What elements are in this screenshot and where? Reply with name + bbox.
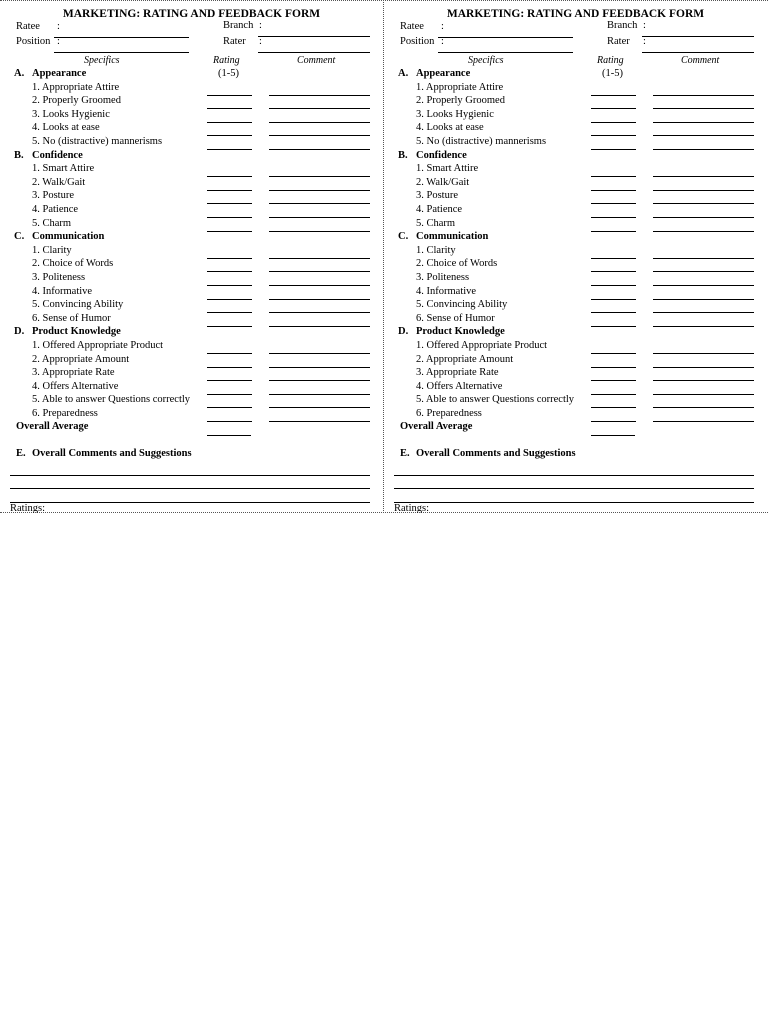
criterion-label: 4. Informative [32, 285, 93, 297]
rating-field[interactable] [207, 380, 252, 381]
criterion-label: 2. Walk/Gait [416, 176, 470, 188]
comment-field[interactable] [653, 367, 754, 368]
ratings-label: Ratings: [394, 503, 430, 513]
position-colon: : [57, 36, 60, 47]
rating-field[interactable] [591, 190, 636, 191]
comment-field[interactable] [653, 394, 754, 395]
criterion-label: 5. Convincing Ability [416, 299, 508, 311]
criterion-label: 4. Offers Alternative [32, 380, 119, 392]
criterion-label: 1. Smart Attire [32, 163, 95, 175]
rating-field[interactable] [591, 299, 636, 300]
criterion-label: 3. Politeness [32, 272, 86, 283]
criterion-label: 4. Informative [416, 285, 477, 297]
rating-field[interactable] [207, 271, 252, 272]
criterion-label: 1. Offered Appropriate Product [32, 340, 164, 351]
comment-field[interactable] [653, 149, 754, 150]
rating-scale: (1-5) [218, 68, 239, 79]
rating-field[interactable] [207, 108, 252, 109]
rating-field[interactable] [207, 394, 252, 395]
comment-field[interactable] [269, 203, 370, 204]
rating-field[interactable] [591, 122, 636, 123]
criterion-label: 1. Clarity [416, 244, 456, 256]
criterion-label: 2. Walk/Gait [32, 176, 86, 188]
rating-field[interactable] [207, 367, 252, 368]
comment-field[interactable] [269, 231, 370, 232]
section-letter: D. [398, 326, 409, 338]
overall-average-label: Overall Average [16, 421, 89, 432]
section-title: Communication [32, 231, 105, 243]
criterion-label: 4. Looks at ease [32, 122, 100, 134]
comments-line[interactable] [10, 488, 370, 489]
comment-field[interactable] [653, 299, 754, 300]
specifics-header: Specifics [468, 55, 504, 66]
rating-field[interactable] [207, 326, 252, 327]
comment-field[interactable] [269, 312, 370, 313]
rating-field[interactable] [591, 380, 636, 381]
comment-field[interactable] [653, 108, 754, 109]
section-e-letter: E. [400, 448, 410, 459]
rater-field[interactable] [642, 52, 754, 53]
form-title: MARKETING: RATING AND FEEDBACK FORM [62, 8, 321, 20]
section-letter: D. [14, 326, 25, 338]
rating-field[interactable] [207, 203, 252, 204]
comment-field[interactable] [269, 407, 370, 408]
section-title: Confidence [416, 149, 467, 161]
rating-field[interactable] [591, 217, 636, 218]
criterion-label: 5. Able to answer Questions correctly [32, 394, 191, 406]
rating-field[interactable] [591, 95, 636, 96]
ratee-colon: : [441, 21, 444, 32]
criterion-label: 4. Patience [416, 204, 463, 215]
rating-field[interactable] [591, 285, 636, 286]
rating-field[interactable] [591, 367, 636, 368]
section-letter: A. [14, 68, 25, 79]
rating-scale: (1-5) [602, 68, 623, 79]
criterion-label: 3. Posture [32, 190, 74, 202]
comment-field[interactable] [269, 367, 370, 368]
rater-label: Rater [223, 36, 246, 47]
criterion-label: 2. Properly Groomed [416, 95, 505, 107]
comment-field[interactable] [269, 135, 370, 136]
comment-field[interactable] [653, 95, 754, 96]
comment-field[interactable] [269, 122, 370, 123]
criterion-label: 6. Sense of Humor [416, 312, 495, 324]
criterion-label: 5. Charm [32, 217, 72, 229]
branch-label: Branch [607, 20, 638, 31]
rating-field[interactable] [591, 149, 636, 150]
criterion-label: 5. No (distractive) mannerisms [416, 136, 547, 147]
comment-field[interactable] [653, 231, 754, 232]
criterion-label: 1. Appropriate Attire [416, 81, 504, 93]
section-letter: B. [398, 149, 408, 161]
rating-field[interactable] [591, 231, 636, 232]
criterion-label: 2. Choice of Words [416, 258, 498, 270]
rating-header: Rating [213, 55, 240, 66]
section-title: Appearance [32, 68, 87, 79]
rater-colon: : [643, 36, 646, 47]
section-e-letter: E. [16, 448, 26, 459]
section-letter: C. [398, 231, 409, 243]
criterion-label: 2. Properly Groomed [32, 95, 121, 107]
comment-field[interactable] [269, 394, 370, 395]
section-title: Communication [416, 231, 489, 243]
criterion-label: 6. Preparedness [32, 408, 98, 419]
specifics-header: Specifics [84, 55, 120, 66]
branch-label: Branch [223, 20, 254, 31]
criterion-label: 3. Politeness [416, 272, 470, 283]
rater-colon: : [259, 36, 262, 47]
rating-field[interactable] [207, 217, 252, 218]
rating-field[interactable] [207, 231, 252, 232]
comments-line[interactable] [10, 475, 370, 476]
criterion-label: 2. Appropriate Amount [416, 353, 514, 365]
section-letter: C. [14, 231, 25, 243]
comments-line[interactable] [394, 488, 754, 489]
criterion-label: 4. Patience [32, 204, 79, 215]
criterion-label: 3. Appropriate Rate [32, 367, 115, 379]
section-title: Product Knowledge [32, 326, 121, 338]
branch-colon: : [643, 20, 646, 31]
comment-field[interactable] [653, 326, 754, 327]
criterion-label: 4. Offers Alternative [416, 380, 503, 392]
comment-field[interactable] [269, 149, 370, 150]
ratee-label: Ratee [400, 21, 424, 32]
criterion-label: 3. Looks Hygienic [416, 108, 494, 120]
section-e-title: Overall Comments and Suggestions [32, 448, 192, 459]
comment-field[interactable] [269, 108, 370, 109]
form-copy-left [0, 0, 383, 513]
branch-colon: : [259, 20, 262, 31]
comment-field[interactable] [653, 271, 754, 272]
branch-field[interactable] [258, 36, 370, 37]
comment-field[interactable] [269, 353, 370, 354]
comment-field[interactable] [653, 312, 754, 313]
ratee-field[interactable] [438, 37, 573, 38]
criterion-label: 6. Preparedness [416, 408, 482, 419]
criterion-label: 6. Sense of Humor [32, 312, 111, 324]
rating-field[interactable] [591, 421, 636, 422]
rating-field[interactable] [591, 271, 636, 272]
rating-field[interactable] [207, 95, 252, 96]
comment-field[interactable] [653, 407, 754, 408]
rating-field[interactable] [207, 258, 252, 259]
criterion-label: 5. Charm [416, 217, 456, 229]
comment-field[interactable] [653, 135, 754, 136]
comment-field[interactable] [653, 203, 754, 204]
comment-field[interactable] [653, 176, 754, 177]
criterion-label: 5. No (distractive) mannerisms [32, 136, 163, 147]
comment-field[interactable] [269, 285, 370, 286]
rating-field[interactable] [591, 108, 636, 109]
rating-field[interactable] [207, 176, 252, 177]
comment-field[interactable] [269, 271, 370, 272]
branch-field[interactable] [642, 36, 754, 37]
comment-field[interactable] [653, 258, 754, 259]
position-field[interactable] [54, 52, 189, 53]
section-title: Confidence [32, 149, 83, 161]
comment-field[interactable] [269, 380, 370, 381]
criterion-label: 4. Looks at ease [416, 122, 484, 134]
section-title: Appearance [416, 68, 471, 79]
rating-field[interactable] [207, 421, 252, 422]
rating-field[interactable] [207, 122, 252, 123]
ratee-label: Ratee [16, 21, 40, 32]
rating-field[interactable] [207, 149, 252, 150]
comment-field[interactable] [269, 176, 370, 177]
criterion-label: 3. Posture [416, 190, 458, 202]
criterion-label: 1. Smart Attire [416, 163, 479, 175]
section-title: Product Knowledge [416, 326, 505, 338]
comments-line[interactable] [394, 502, 754, 503]
comments-line[interactable] [394, 475, 754, 476]
rating-field[interactable] [207, 135, 252, 136]
criterion-label: 5. Convincing Ability [32, 299, 124, 311]
comment-field[interactable] [269, 258, 370, 259]
comment-field[interactable] [269, 326, 370, 327]
criterion-label: 1. Clarity [32, 244, 72, 256]
position-colon: : [441, 36, 444, 47]
section-letter: A. [398, 68, 409, 79]
criterion-label: 1. Appropriate Attire [32, 81, 120, 93]
comment-field[interactable] [653, 122, 754, 123]
comment-field[interactable] [653, 380, 754, 381]
rating-field[interactable] [591, 312, 636, 313]
form-copy-right [384, 0, 767, 513]
rating-field[interactable] [207, 407, 252, 408]
rating-field[interactable] [207, 312, 252, 313]
position-label: Position [16, 36, 51, 47]
ratings-label: Ratings: [10, 503, 46, 513]
comments-line[interactable] [10, 502, 370, 503]
rating-field[interactable] [591, 326, 636, 327]
rating-field[interactable] [591, 203, 636, 204]
overall-average-field[interactable] [207, 435, 251, 436]
comment-field[interactable] [269, 217, 370, 218]
comment-field[interactable] [653, 353, 754, 354]
rating-field[interactable] [591, 353, 636, 354]
ratee-colon: : [57, 21, 60, 32]
rating-field[interactable] [591, 176, 636, 177]
section-e-title: Overall Comments and Suggestions [416, 448, 576, 459]
rating-field[interactable] [207, 353, 252, 354]
comment-header: Comment [681, 55, 720, 66]
section-letter: B. [14, 149, 24, 161]
criterion-label: 5. Able to answer Questions correctly [416, 394, 575, 406]
overall-average-field[interactable] [591, 435, 635, 436]
rating-field[interactable] [591, 407, 636, 408]
rater-label: Rater [607, 36, 630, 47]
position-field[interactable] [438, 52, 573, 53]
comment-field[interactable] [269, 190, 370, 191]
rater-field[interactable] [258, 52, 370, 53]
criterion-label: 2. Choice of Words [32, 258, 114, 270]
form-title: MARKETING: RATING AND FEEDBACK FORM [446, 8, 705, 20]
comment-field[interactable] [653, 190, 754, 191]
rating-field[interactable] [591, 258, 636, 259]
rating-field[interactable] [207, 299, 252, 300]
criterion-label: 3. Looks Hygienic [32, 108, 110, 120]
ratee-field[interactable] [54, 37, 189, 38]
comment-field[interactable] [653, 285, 754, 286]
criterion-label: 2. Appropriate Amount [32, 353, 130, 365]
rating-field[interactable] [591, 135, 636, 136]
overall-average-label: Overall Average [400, 421, 473, 432]
comment-field[interactable] [269, 299, 370, 300]
comment-field[interactable] [653, 421, 754, 422]
rating-field[interactable] [591, 394, 636, 395]
comment-field[interactable] [653, 217, 754, 218]
rating-field[interactable] [207, 190, 252, 191]
comment-field[interactable] [269, 95, 370, 96]
comment-header: Comment [297, 55, 336, 66]
position-label: Position [400, 36, 435, 47]
rating-field[interactable] [207, 285, 252, 286]
rating-header: Rating [597, 55, 624, 66]
comment-field[interactable] [269, 421, 370, 422]
criterion-label: 1. Offered Appropriate Product [416, 340, 548, 351]
criterion-label: 3. Appropriate Rate [416, 367, 499, 379]
